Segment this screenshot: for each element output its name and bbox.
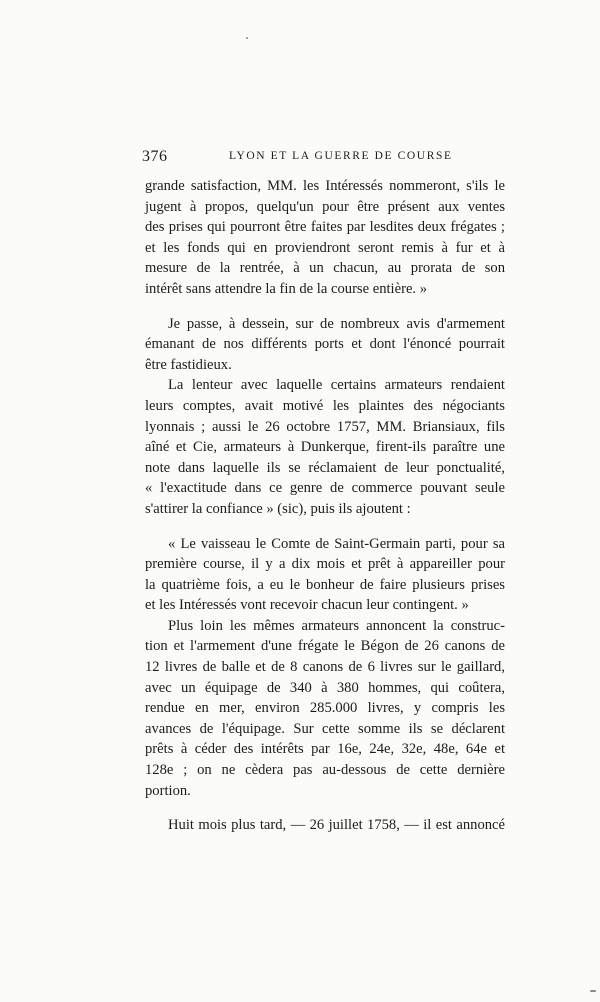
text-line: Je passe, à dessein, sur de nombreux avis d'armement — [168, 315, 505, 332]
text-line: s'attirer la confiance » (sic), puis ils ajoutent : — [145, 500, 411, 517]
page-number: 376 — [142, 148, 168, 165]
text-line: aîné et Cie, armateurs à Dunkerque, firent-ils paraître une — [145, 439, 505, 456]
text-line: La lenteur avec laquelle certains armateurs rendaient — [168, 377, 505, 394]
text-line: tion et l'armement d'une frégate le Bégon de 26 canons de — [145, 638, 505, 655]
text-line: note dans laquelle ils se réclamaient de leur ponctualité, — [145, 459, 505, 476]
text-line: grande satisfaction, MM. les Intéressés nommeront, s'ils le — [145, 178, 505, 194]
paragraph-quote — [145, 534, 505, 616]
text-line: intérêt sans attendre la fin de la course entière. » — [145, 280, 428, 297]
text-line: jugent à propos, quelqu'un pour être présent aux ventes — [145, 198, 505, 215]
text-line: « Le vaisseau le Comte de Saint-Germain parti, pour sa — [168, 535, 505, 552]
paragraph — [145, 375, 505, 519]
text-line: lyonnais ; aussi le 26 octobre 1757, MM. Briansiaux, fils — [145, 418, 505, 435]
text-line: 128e ; on ne cèdera pas au-dessous de cette dernière — [145, 762, 505, 779]
text-line: prêts à céder des intérêts par 16e, 24e, 32e, 48e, 64e et — [145, 741, 505, 758]
page-header — [142, 148, 504, 168]
text-line: Huit mois plus tard, — 26 juillet 1758, — il est annoncé — [168, 817, 505, 834]
running-title: LYON ET LA GUERRE DE COURSE — [229, 150, 453, 162]
paragraph — [145, 815, 505, 836]
text-line: avec un équipage de 340 à 380 hommes, qui coûtera, — [145, 679, 505, 696]
paragraph — [145, 314, 505, 376]
paragraph — [145, 176, 505, 300]
text-line: émanant de nos différents ports et dont l'énoncé pourrait — [145, 336, 505, 353]
text-line: être fastidieux. — [145, 356, 232, 373]
text-line: première course, il y a dix mois et prêt à appareiller pour — [145, 556, 505, 573]
print-speck — [246, 37, 248, 39]
text-line: avances de l'équipage. Sur cette somme ils se déclarent — [145, 720, 505, 737]
text-line: et les Intéressés vont recevoir chacun leur contingent. » — [145, 597, 469, 614]
text-line: mesure de la rentrée, à un chacun, au prorata de son — [145, 260, 505, 277]
paragraph — [145, 616, 505, 801]
print-speck — [590, 990, 596, 992]
text-line: rendue en mer, environ 285.000 livres, y compris les — [145, 700, 505, 717]
text-line: leurs comptes, avait motivé les plaintes des négociants — [145, 397, 505, 414]
text-line: et les fonds qui en proviendront seront remis à fur et à — [145, 239, 505, 256]
body-text — [145, 176, 505, 836]
text-line: des prises qui pourront être faites par lesdites deux frégates ; — [145, 219, 505, 236]
text-line: portion. — [145, 782, 191, 799]
text-line: Plus loin les mêmes armateurs annoncent la construc- — [168, 617, 505, 634]
text-line: « l'exactitude dans ce genre de commerce pouvant seule — [145, 480, 505, 497]
text-line: 12 livres de balle et de 8 canons de 6 livres sur le gaillard, — [145, 659, 505, 676]
text-line: la quatrième fois, a eu le bonheur de faire plusieurs prises — [145, 576, 505, 593]
